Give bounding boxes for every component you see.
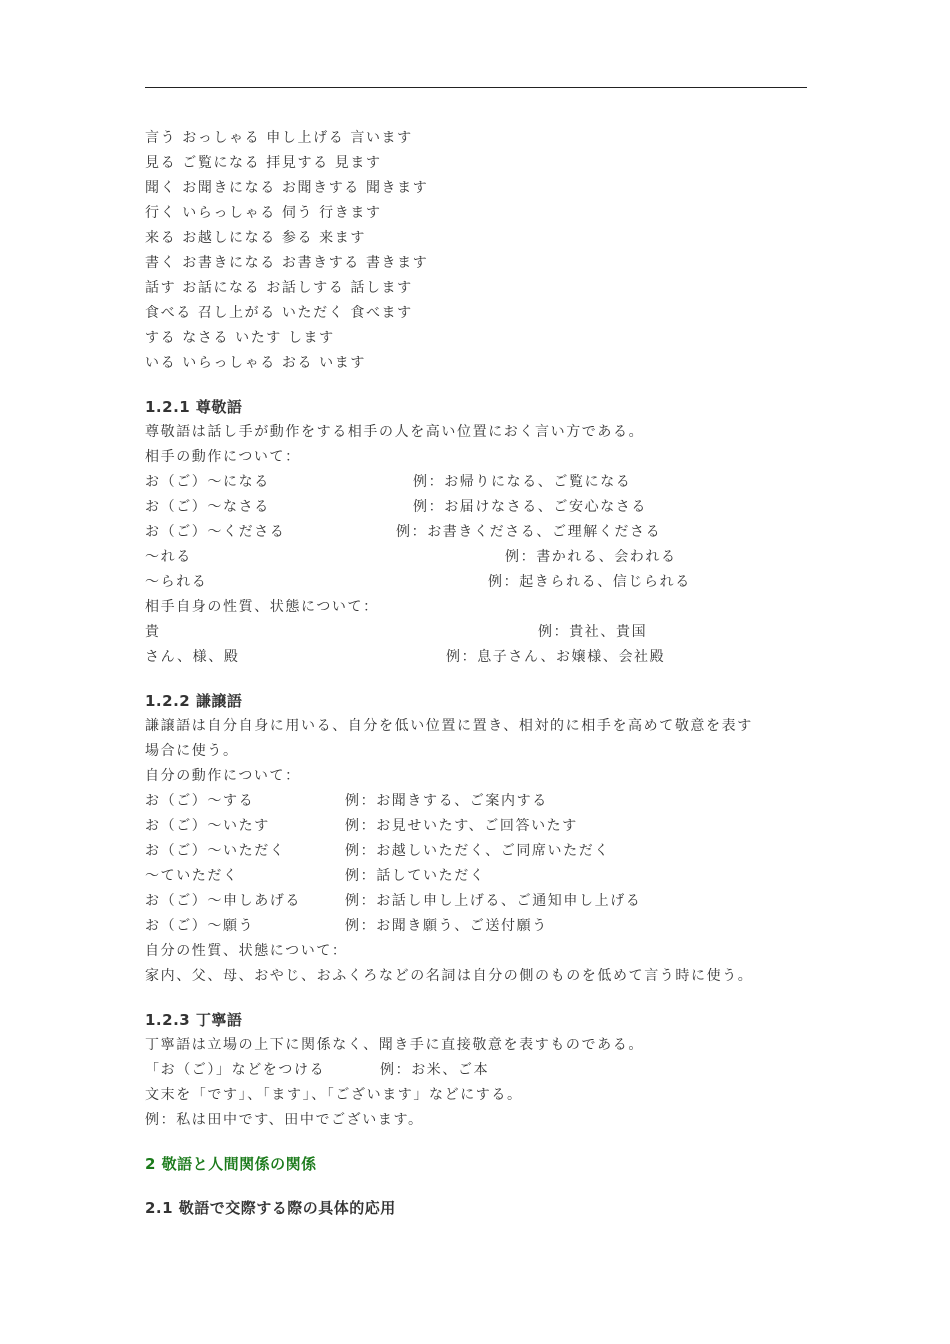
teineigo-heading: 1.2.3 丁寧語: [145, 1011, 243, 1029]
example-text: 例：起きられる、信じられる: [488, 574, 691, 590]
verb-row: 話す お話になる お話しする 話します: [145, 280, 413, 296]
verb-row: する なさる いたす します: [145, 330, 335, 346]
form-text: 貴: [145, 624, 161, 640]
verb-row: いる いらっしゃる おる います: [145, 355, 366, 371]
form-text: お（ご）〜する: [145, 793, 255, 809]
kenjougo-nature-text: 家内、父、母、おやじ、おふくろなどの名詞は自分の側のものを低めて言う時に使う。: [145, 968, 754, 984]
kenjougo-action-row: [145, 864, 825, 889]
form-text: お（ご）〜いただく: [145, 843, 286, 859]
verb-row: 言う おっしゃる 申し上げる 言います: [145, 130, 413, 146]
form-text: 〜れる: [145, 549, 192, 565]
sonkeigo-action-row: [145, 470, 825, 495]
example-text: 例：お届けなさる、ご安心なさる: [413, 499, 647, 515]
kenjougo-section: [145, 689, 825, 989]
teineigo-section: [145, 1008, 825, 1133]
sonkeigo-action-row: [145, 570, 825, 595]
verb-table: [145, 126, 825, 376]
sonkeigo-nature-row: [145, 620, 825, 645]
sonkeigo-action-row: [145, 495, 825, 520]
sonkeigo-section: [145, 395, 825, 670]
kenjougo-actions-label: 自分の動作について：: [145, 768, 301, 784]
sonkeigo-intro: 尊敬語は話し手が動作をする相手の人を高い位置におく言い方である。: [145, 424, 645, 440]
example-text: 例：書かれる、会われる: [505, 549, 677, 565]
form-text: お（ご）〜いたす: [145, 818, 270, 834]
sonkeigo-action-row: [145, 520, 825, 545]
teineigo-example: 例：私は田中です、田中でございます。: [145, 1112, 424, 1128]
example-text: 例：お聞きする、ご案内する: [345, 793, 548, 809]
verb-row: 行く いらっしゃる 伺う 行きます: [145, 205, 382, 221]
form-text: お（ご）〜になる: [145, 474, 270, 490]
example-text: 例：お米、ご本: [380, 1062, 490, 1078]
example-text: 例：貴社、貴国: [538, 624, 648, 640]
form-text: さん、様、殿: [145, 649, 240, 665]
section-2-1-heading: 2.1 敬語で交際する際の具体的応用: [145, 1199, 396, 1217]
example-text: 例：息子さん、お嬢様、会社殿: [446, 649, 666, 665]
form-text: お（ご）〜なさる: [145, 499, 270, 515]
example-text: 例：お書きくださる、ご理解くださる: [396, 524, 662, 540]
sonkeigo-nature-row: [145, 645, 825, 670]
verb-row: 聞く お聞きになる お聞きする 聞きます: [145, 180, 429, 196]
kenjougo-action-row: [145, 914, 825, 939]
form-text: お（ご）〜くださる: [145, 524, 286, 540]
kenjougo-intro-cont: 場合に使う。: [145, 743, 239, 759]
verb-row: 食べる 召し上がる いただく 食べます: [145, 305, 413, 321]
form-text: 〜ていただく: [145, 868, 239, 884]
kenjougo-intro: 謙譲語は自分自身に用いる、自分を低い位置に置き、相対的に相手を高めて敬意を表す: [145, 718, 753, 734]
sonkeigo-nature-label: 相手自身の性質、状態について：: [145, 599, 379, 615]
sonkeigo-actions-label: 相手の動作について：: [145, 449, 301, 465]
example-text: 例：お越しいただく、ご同席いただく: [345, 843, 610, 859]
form-text: 「お（ご）」などをつける: [145, 1062, 326, 1078]
kenjougo-action-row: [145, 839, 825, 864]
example-text: 例：お聞き願う、ご送付願う: [345, 918, 548, 934]
form-text: お（ご）〜申しあげる: [145, 893, 301, 909]
example-text: 例：お話し申し上げる、ご通知申し上げる: [345, 893, 642, 909]
verb-row: 見る ご覧になる 拝見する 見ます: [145, 155, 382, 171]
section-2-heading: 2 敬語と人間関係の関係: [145, 1155, 317, 1173]
verb-row: 書く お書きになる お書きする 書きます: [145, 255, 429, 271]
sonkeigo-action-row: [145, 545, 825, 570]
verb-row: 来る お越しになる 参る 来ます: [145, 230, 366, 246]
form-text: お（ご）〜願う: [145, 918, 255, 934]
example-text: 例：話していただく: [345, 868, 486, 884]
form-text: 〜られる: [145, 574, 208, 590]
example-text: 例：お見せいたす、ご回答いたす: [345, 818, 578, 834]
top-rule: [145, 87, 807, 88]
kenjougo-nature-label: 自分の性質、状態について：: [145, 943, 348, 959]
teineigo-ending: 文末を「です」、「ます」、「ございます」などにする。: [145, 1087, 523, 1103]
kenjougo-action-row: [145, 889, 825, 914]
kenjougo-action-row: [145, 814, 825, 839]
document-body: [145, 126, 825, 1221]
kenjougo-action-row: [145, 789, 825, 814]
example-text: 例：お帰りになる、ご覧になる: [413, 474, 632, 490]
kenjougo-heading: 1.2.2 謙譲語: [145, 692, 243, 710]
sonkeigo-heading: 1.2.1 尊敬語: [145, 398, 243, 416]
teineigo-prefix-row: [145, 1058, 825, 1083]
teineigo-intro: 丁寧語は立場の上下に関係なく、聞き手に直接敬意を表すものである。: [145, 1037, 644, 1053]
